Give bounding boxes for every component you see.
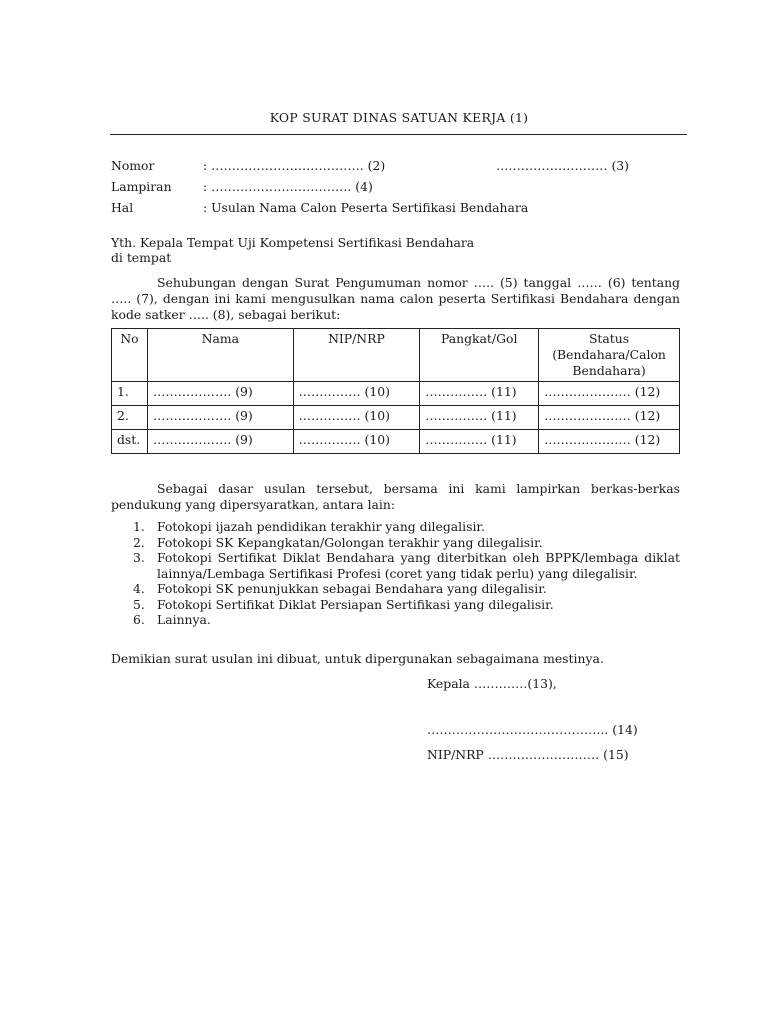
list-item-number: 2. [133,534,145,550]
col-header-status [539,329,680,382]
list-item [133,612,680,628]
cell-nip: …………… (10) [293,406,420,430]
nomor-label: Nomor [111,158,155,173]
closing-statement: Demikian surat usulan ini dibuat, untuk dipergunakan sebagaimana mestinya. [111,651,604,666]
list-item [133,535,680,551]
table-row [112,406,680,430]
recipient-line-1: Yth. Kepala Tempat Uji Kompetensi Sertifikasi Bendahara [111,235,475,250]
cell-no: dst. [112,430,148,454]
table-row [112,382,680,406]
intro-paragraph: Sehubungan dengan Surat Pengumuman nomor ….. (5) tanggal …… (6) tentang ….. (7), dengan ini kami mengusulkan nama calon peserta Sertifikasi Bendahara dengan kode satker ….. (8), sebagai berikut: [111,275,680,322]
list-item-text: Fotokopi Sertifikat Diklat Bendahara yang diterbitkan oleh BPPK/lembaga diklat lainnya/Lembaga Sertifikasi Profesi (coret yang tidak perlu) yang dilegalisir. [157,550,680,581]
cell-no: 2. [112,406,148,430]
table-row [112,430,680,454]
letterhead-title: KOP SURAT DINAS SATUAN KERJA (1) [269,110,529,125]
signature-nip-line: NIP/NRP ……………………… (15) [427,747,629,762]
list-item [133,519,680,535]
letterhead-divider [110,134,687,135]
col-header-nama: Nama [147,329,293,382]
cell-nama: ………………. (9) [147,406,293,430]
list-item-text: Lainnya. [157,612,211,627]
lampiran-value: : ……………………………. (4) [203,179,373,194]
attachment-list [133,519,680,628]
lampiran-label: Lampiran [111,179,172,194]
col-header-no: No [112,329,148,382]
nomor-value: : ………………………………. (2) [203,158,386,173]
status-header-line-2: (Bendahara/Calon [552,347,666,362]
cell-nama: ………………. (9) [147,382,293,406]
signature-name-line: …………………………………….. (14) [427,722,638,737]
list-item [133,581,680,597]
cell-no: 1. [112,382,148,406]
list-item-text: Fotokopi ijazah pendidikan terakhir yang dilegalisir. [157,519,485,534]
table-header-row [112,329,680,382]
date-field: ……………………… (3) [496,158,630,173]
cell-status: ………………… (12) [539,406,680,430]
basis-paragraph: Sebagai dasar usulan tersebut, bersama ini kami lampirkan berkas-berkas pendukung yang dipersyaratkan, antara lain: [111,481,680,512]
list-item [133,597,680,613]
list-item-number: 5. [133,596,145,612]
cell-nip: …………… (10) [293,382,420,406]
hal-value: : Usulan Nama Calon Peserta Sertifikasi Bendahara [203,200,529,215]
col-header-pangkat: Pangkat/Gol [420,329,539,382]
hal-label: Hal [111,200,134,215]
list-item-text: Fotokopi SK penunjukkan sebagai Bendahara yang dilegalisir. [157,581,547,596]
cell-pangkat: …………… (11) [420,382,539,406]
list-item-number: 3. [133,550,145,565]
signature-title: Kepala ………….(13), [427,676,557,691]
cell-status: ………………… (12) [539,382,680,406]
candidate-table [111,328,680,454]
list-item [133,550,680,581]
status-header-line-1: Status [588,331,630,346]
list-item-number: 6. [133,612,145,627]
status-header-line-3: Bendahara) [572,363,646,378]
cell-status: ………………… (12) [539,430,680,454]
cell-pangkat: …………… (11) [420,406,539,430]
list-item-number: 4. [133,581,145,596]
recipient-line-2: di tempat [111,250,172,265]
cell-nama: ………………. (9) [147,430,293,454]
list-item-text: Fotokopi SK Kepangkatan/Golongan terakhir yang dilegalisir. [157,534,543,550]
cell-pangkat: …………… (11) [420,430,539,454]
list-item-number: 1. [133,519,145,534]
cell-nip: …………… (10) [293,430,420,454]
col-header-nip: NIP/NRP [293,329,420,382]
list-item-text: Fotokopi Sertifikat Diklat Persiapan Sertifikasi yang dilegalisir. [157,596,554,612]
